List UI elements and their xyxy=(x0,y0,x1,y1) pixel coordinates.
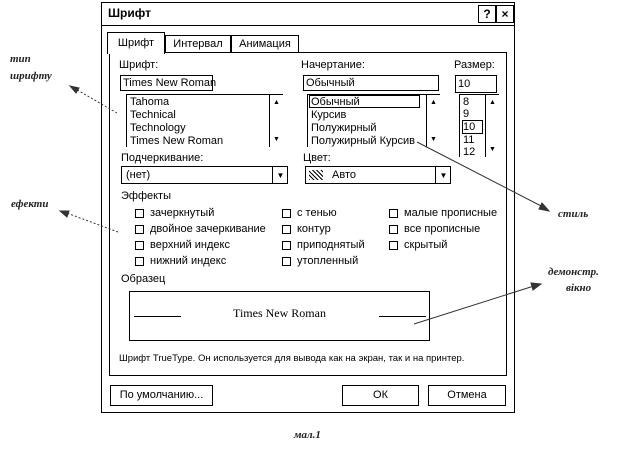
color-label: Цвет: xyxy=(303,152,331,164)
list-item[interactable]: 10 xyxy=(463,121,476,133)
scroll-down-icon[interactable]: ▼ xyxy=(489,146,496,153)
annotation-demo-2: вікно xyxy=(566,282,592,294)
figure-caption: мал.1 xyxy=(294,429,321,441)
list-item[interactable]: Полужирный Курсив xyxy=(311,135,416,147)
arrow-head xyxy=(539,203,549,211)
annotation-effects: ефекти xyxy=(11,198,49,210)
ok-button[interactable]: ОК xyxy=(342,385,419,406)
chevron-down-icon: ▼ xyxy=(439,171,448,180)
all-caps-label: все прописные xyxy=(404,223,481,235)
scroll-up-icon[interactable]: ▲ xyxy=(273,99,280,106)
font-input-value: Times New Roman xyxy=(123,77,217,89)
strikethrough-label: зачеркнутый xyxy=(150,207,215,219)
annotation-demo-1: демонстр. xyxy=(548,266,599,278)
arrow-style xyxy=(417,142,545,208)
font-label: Шрифт: xyxy=(119,59,159,71)
list-item[interactable]: 8 xyxy=(463,96,470,108)
size-label: Размер: xyxy=(454,59,495,71)
arrow-head xyxy=(60,211,69,217)
dialog-title: Шрифт xyxy=(108,6,151,20)
list-item[interactable]: 9 xyxy=(463,108,470,120)
arrow-head xyxy=(70,86,79,93)
list-item[interactable]: Курсив xyxy=(311,109,347,121)
subscript-label: нижний индекс xyxy=(150,255,227,267)
cancel-button[interactable]: Отмена xyxy=(428,385,506,406)
list-item[interactable]: Tahoma xyxy=(130,96,170,108)
tab-animation[interactable]: Анимация xyxy=(231,35,299,53)
annotation-style: стиль xyxy=(558,208,589,220)
list-item[interactable]: Обычный xyxy=(311,96,360,108)
sample-text: Times New Roman xyxy=(233,306,326,320)
underline-label: Подчеркивание: xyxy=(121,152,204,164)
arrow-font-type xyxy=(72,87,117,113)
list-item[interactable]: Полужирный xyxy=(311,122,377,134)
double-strikethrough-label: двойное зачеркивание xyxy=(150,223,266,235)
default-button[interactable]: По умолчанию... xyxy=(110,385,213,406)
effects-label: Эффекты xyxy=(121,190,172,202)
shadow-label: с тенью xyxy=(297,207,337,219)
arrow-effects xyxy=(64,212,118,232)
engrave-label: утопленный xyxy=(297,255,359,267)
style-label: Начертание: xyxy=(301,59,365,71)
scroll-down-icon[interactable]: ▼ xyxy=(430,136,437,143)
sample-label: Образец xyxy=(121,273,166,285)
list-item[interactable]: 12 xyxy=(463,146,476,158)
scroll-up-icon[interactable]: ▲ xyxy=(430,99,437,106)
list-item[interactable]: Technical xyxy=(130,109,176,121)
emboss-label: приподнятый xyxy=(297,239,365,251)
scroll-up-icon[interactable]: ▲ xyxy=(489,99,496,106)
close-button[interactable]: × xyxy=(496,5,514,23)
superscript-label: верхний индекс xyxy=(150,239,230,251)
arrow-head xyxy=(531,283,541,290)
scroll-down-icon[interactable]: ▼ xyxy=(273,136,280,143)
color-value: Авто xyxy=(332,169,356,181)
outline-label: контур xyxy=(297,223,331,235)
list-item[interactable]: 11 xyxy=(463,134,475,146)
help-button[interactable]: ? xyxy=(478,5,496,23)
list-item[interactable]: Technology xyxy=(130,122,186,134)
chevron-down-icon: ▼ xyxy=(276,171,285,180)
tab-spacing[interactable]: Интервал xyxy=(165,35,231,53)
style-input-value: Обычный xyxy=(306,77,355,89)
arrow-demo xyxy=(414,285,537,324)
size-input-value: 10 xyxy=(458,78,471,90)
truetype-info: Шрифт TrueType. Он используется для вывода как на экран, так и на принтер. xyxy=(119,353,465,364)
small-caps-label: малые прописные xyxy=(404,207,498,219)
annotation-font-type-1: тип xyxy=(10,53,31,65)
underline-value: (нет) xyxy=(126,169,151,181)
list-item[interactable]: Times New Roman xyxy=(130,135,224,147)
annotation-font-type-2: шрифту xyxy=(10,70,52,82)
tab-font[interactable]: Шрифт xyxy=(107,32,165,54)
hidden-label: скрытый xyxy=(404,239,448,251)
